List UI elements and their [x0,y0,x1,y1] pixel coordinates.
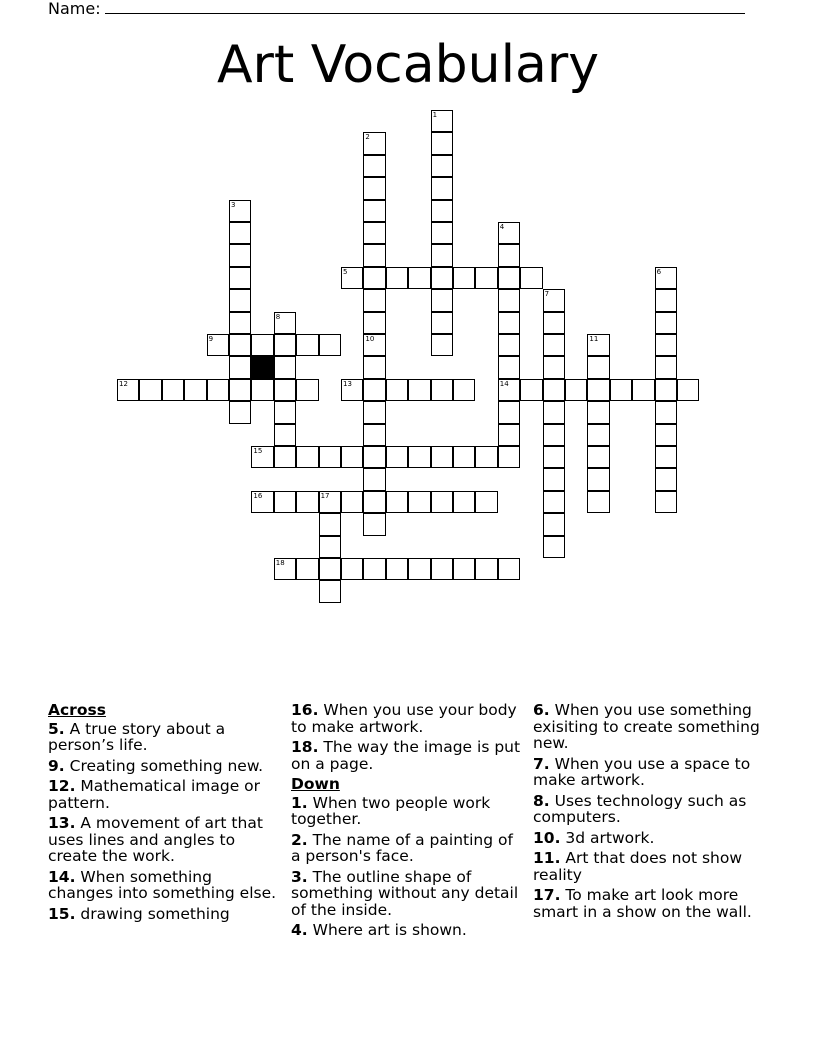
clues-column-3 [533,702,773,924]
clue-across-14: 14. When something changes into something else. [48,867,277,902]
crossword-cell[interactable] [655,312,677,334]
crossword-cell[interactable] [431,177,453,199]
clue-down-10: 10. 3d artwork. [533,828,655,847]
crossword-cell[interactable] [655,289,677,311]
clue-across-5: 5. A true story about a person’s life. [48,719,226,754]
crossword-cell[interactable] [475,491,497,513]
crossword-cell[interactable] [431,267,453,289]
clues-column-2 [291,702,523,943]
clue-down-7: 7. When you use a space to make artwork. [533,754,751,789]
clue-number-13: 13 [343,379,352,388]
crossword-cell[interactable] [207,379,229,401]
crossword-cell[interactable] [655,267,677,289]
crossword-cell[interactable] [543,424,565,446]
crossword-cell[interactable] [587,446,609,468]
crossword-cell[interactable] [475,558,497,580]
crossword-cell[interactable] [296,446,318,468]
crossword-cell[interactable] [386,558,408,580]
crossword-cell[interactable] [655,334,677,356]
clue-number-4: 4 [499,223,505,231]
crossword-cell[interactable] [274,379,296,401]
crossword-cell[interactable] [229,289,251,311]
crossword-cell[interactable] [431,379,453,401]
down-heading: Down [291,775,340,793]
crossword-cell[interactable] [431,289,453,311]
crossword-cell[interactable] [431,312,453,334]
crossword-cell[interactable] [274,491,296,513]
crossword-cell[interactable] [363,132,385,154]
crossword-cell[interactable] [363,379,385,401]
crossword-cell[interactable] [431,558,453,580]
clue-number-7: 7 [544,290,550,299]
crossword-cell[interactable] [543,513,565,535]
crossword-cell[interactable] [408,446,430,468]
crossword-cell[interactable] [274,558,296,580]
crossword-cell[interactable] [565,379,587,401]
crossword-cell[interactable] [587,468,609,490]
crossword-cell[interactable] [363,468,385,490]
crossword-cell[interactable] [655,491,677,513]
crossword-cell[interactable] [251,334,273,356]
crossword-cell[interactable] [363,558,385,580]
crossword-cell[interactable] [543,536,565,558]
clue-number-9: 9 [208,335,214,343]
crossword-cell[interactable] [117,379,139,401]
crossword-cell[interactable] [363,222,385,244]
crossword-cell[interactable] [543,334,565,356]
crossword-cell[interactable] [363,513,385,535]
crossword-cell[interactable] [251,491,273,513]
crossword-cell[interactable] [363,177,385,199]
crossword-cell[interactable] [274,401,296,423]
crossword-cell[interactable] [363,244,385,266]
crossword-cell[interactable] [408,267,430,289]
crossword-cell[interactable] [229,222,251,244]
crossword-cell[interactable] [610,379,632,401]
crossword-cell[interactable] [543,468,565,490]
crossword-cell[interactable] [655,446,677,468]
clue-number-12: 12 [119,379,128,388]
crossword-cell[interactable] [431,110,453,132]
crossword-cell[interactable] [498,446,520,468]
page-title: Art Vocabulary [216,35,600,95]
crossword-cell[interactable] [498,222,520,244]
crossword-cell[interactable] [229,244,251,266]
clue-down-3: 3. The outline shape of something without any detail of the inside. [291,867,519,919]
crossword-cell[interactable] [431,334,453,356]
crossword-cell[interactable] [363,267,385,289]
crossword-cell[interactable] [587,424,609,446]
clue-number-10: 10 [365,335,375,343]
crossword-cell[interactable] [587,356,609,378]
clue-number-2: 2 [365,133,370,142]
crossword-cell[interactable] [274,312,296,334]
crossword-cell[interactable] [543,446,565,468]
clue-number-15: 15 [253,447,263,455]
name-label: Name: [48,0,101,18]
clue-across-18: 18. The way the image is put on a page. [291,738,521,773]
crossword-cell[interactable] [229,312,251,334]
crossword-cell[interactable] [296,334,318,356]
clue-down-1: 1. When two people work together. [291,793,491,828]
crossword-cell[interactable] [363,401,385,423]
crossword-cell[interactable] [363,334,385,356]
crossword-cell[interactable] [475,267,497,289]
clue-number-5: 5 [343,267,348,276]
crossword-cell[interactable] [498,244,520,266]
crossword-cell[interactable] [498,379,520,401]
crossword-cell[interactable] [274,334,296,356]
crossword-cell[interactable] [363,491,385,513]
crossword-cell[interactable] [543,401,565,423]
crossword-cell[interactable] [543,379,565,401]
clue-across-16: 16. When you use your body to make artwork. [291,701,517,736]
crossword-cell[interactable] [587,491,609,513]
crossword-cell[interactable] [408,491,430,513]
crossword-cell[interactable] [543,491,565,513]
crossword-cell[interactable] [363,424,385,446]
crossword-cell[interactable] [341,491,363,513]
crossword-cell[interactable] [543,289,565,311]
crossword-cell[interactable] [229,401,251,423]
crossword-cell[interactable] [363,312,385,334]
crossword-cell[interactable] [587,334,609,356]
crossword-black-cell [251,356,273,378]
crossword-cell[interactable] [229,267,251,289]
crossword-cell[interactable] [363,289,385,311]
crossword-cell[interactable] [543,356,565,378]
clue-across-12: 12. Mathematical image or pattern. [48,777,261,812]
crossword-cell[interactable] [319,334,341,356]
crossword-cell[interactable] [139,379,161,401]
crossword-cell[interactable] [296,379,318,401]
crossword-cell[interactable] [520,379,542,401]
crossword-cell[interactable] [498,267,520,289]
clue-number-17: 17 [320,491,330,500]
crossword-cell[interactable] [655,356,677,378]
crossword-cell[interactable] [520,267,542,289]
clue-number-11: 11 [589,335,599,343]
clue-across-9: 9. Creating something new. [48,756,264,775]
clue-number-18: 18 [275,559,285,567]
crossword-cell[interactable] [543,312,565,334]
crossword-cell[interactable] [587,379,609,401]
clue-down-6: 6. When you use something exisiting to create something new. [533,701,760,752]
clue-number-8: 8 [275,312,281,321]
crossword-cell[interactable] [655,379,677,401]
crossword-cell[interactable] [431,200,453,222]
crossword-cell[interactable] [386,267,408,289]
crossword-cell[interactable] [207,334,229,356]
crossword-cell[interactable] [498,401,520,423]
crossword-cell[interactable] [296,491,318,513]
crossword-cell[interactable] [498,312,520,334]
crossword-cell[interactable] [498,424,520,446]
crossword-cell[interactable] [274,424,296,446]
crossword-cell[interactable] [229,379,251,401]
crossword-cell[interactable] [274,446,296,468]
crossword-cell[interactable] [274,356,296,378]
crossword-cell[interactable] [319,446,341,468]
crossword-cell[interactable] [386,491,408,513]
clue-down-2: 2. The name of a painting of a person's face. [291,830,513,865]
crossword-cell[interactable] [162,379,184,401]
crossword-cell[interactable] [319,580,341,602]
crossword-cell[interactable] [498,289,520,311]
crossword-cell[interactable] [341,267,363,289]
crossword-cell[interactable] [319,558,341,580]
crossword-cell[interactable] [363,155,385,177]
crossword-cell[interactable] [498,334,520,356]
crossword-cell[interactable] [251,446,273,468]
crossword-cell[interactable] [632,379,654,401]
crossword-cell[interactable] [386,379,408,401]
crossword-cell[interactable] [251,379,273,401]
crossword-cell[interactable] [655,424,677,446]
crossword-cell[interactable] [341,558,363,580]
crossword-cell[interactable] [319,491,341,513]
crossword-cell[interactable] [431,155,453,177]
crossword-cell[interactable] [408,379,430,401]
crossword-cell[interactable] [408,558,430,580]
clue-number-6: 6 [656,267,662,276]
clues-column-1 [48,702,280,926]
crossword-cell[interactable] [475,446,497,468]
crossword-cell[interactable] [431,244,453,266]
crossword-cell[interactable] [655,468,677,490]
crossword-cell[interactable] [453,267,475,289]
crossword-cell[interactable] [453,446,475,468]
crossword-cell[interactable] [184,379,206,401]
clue-number-16: 16 [253,491,263,500]
crossword-cell[interactable] [363,356,385,378]
crossword-cell[interactable] [453,379,475,401]
crossword-cell[interactable] [431,491,453,513]
clue-number-1: 1 [432,111,438,119]
clue-across-15: 15. drawing something [48,904,230,923]
crossword-cell[interactable] [386,446,408,468]
crossword-cell[interactable] [498,558,520,580]
crossword-cell[interactable] [453,491,475,513]
crossword-cell[interactable] [229,356,251,378]
crossword-cell[interactable] [319,536,341,558]
crossword-cell[interactable] [431,132,453,154]
clue-number-3: 3 [231,200,236,209]
crossword-cell[interactable] [587,401,609,423]
clue-across-13: 13. A movement of art that uses lines and angles to create the work. [48,814,263,865]
clue-down-4: 4. Where art is shown. [291,921,467,939]
clue-down-11: 11. Art that does not show reality [533,849,743,884]
clue-number-14: 14 [499,379,509,388]
crossword-cell[interactable] [498,356,520,378]
crossword-cell[interactable] [296,558,318,580]
crossword-cell[interactable] [229,334,251,356]
crossword-cell[interactable] [431,446,453,468]
crossword-cell[interactable] [363,200,385,222]
crossword-cell[interactable] [677,379,699,401]
crossword-cell[interactable] [229,200,251,222]
crossword-cell[interactable] [655,401,677,423]
crossword-cell[interactable] [341,446,363,468]
crossword-cell[interactable] [453,558,475,580]
crossword-cell[interactable] [363,446,385,468]
clue-down-17: 17. To make art look more smart in a show on the wall. [533,886,752,921]
crossword-cell[interactable] [431,222,453,244]
across-heading: Across [48,701,106,719]
clue-down-8: 8. Uses technology such as computers. [533,791,747,826]
crossword-cell[interactable] [341,379,363,401]
crossword-cell[interactable] [319,513,341,535]
